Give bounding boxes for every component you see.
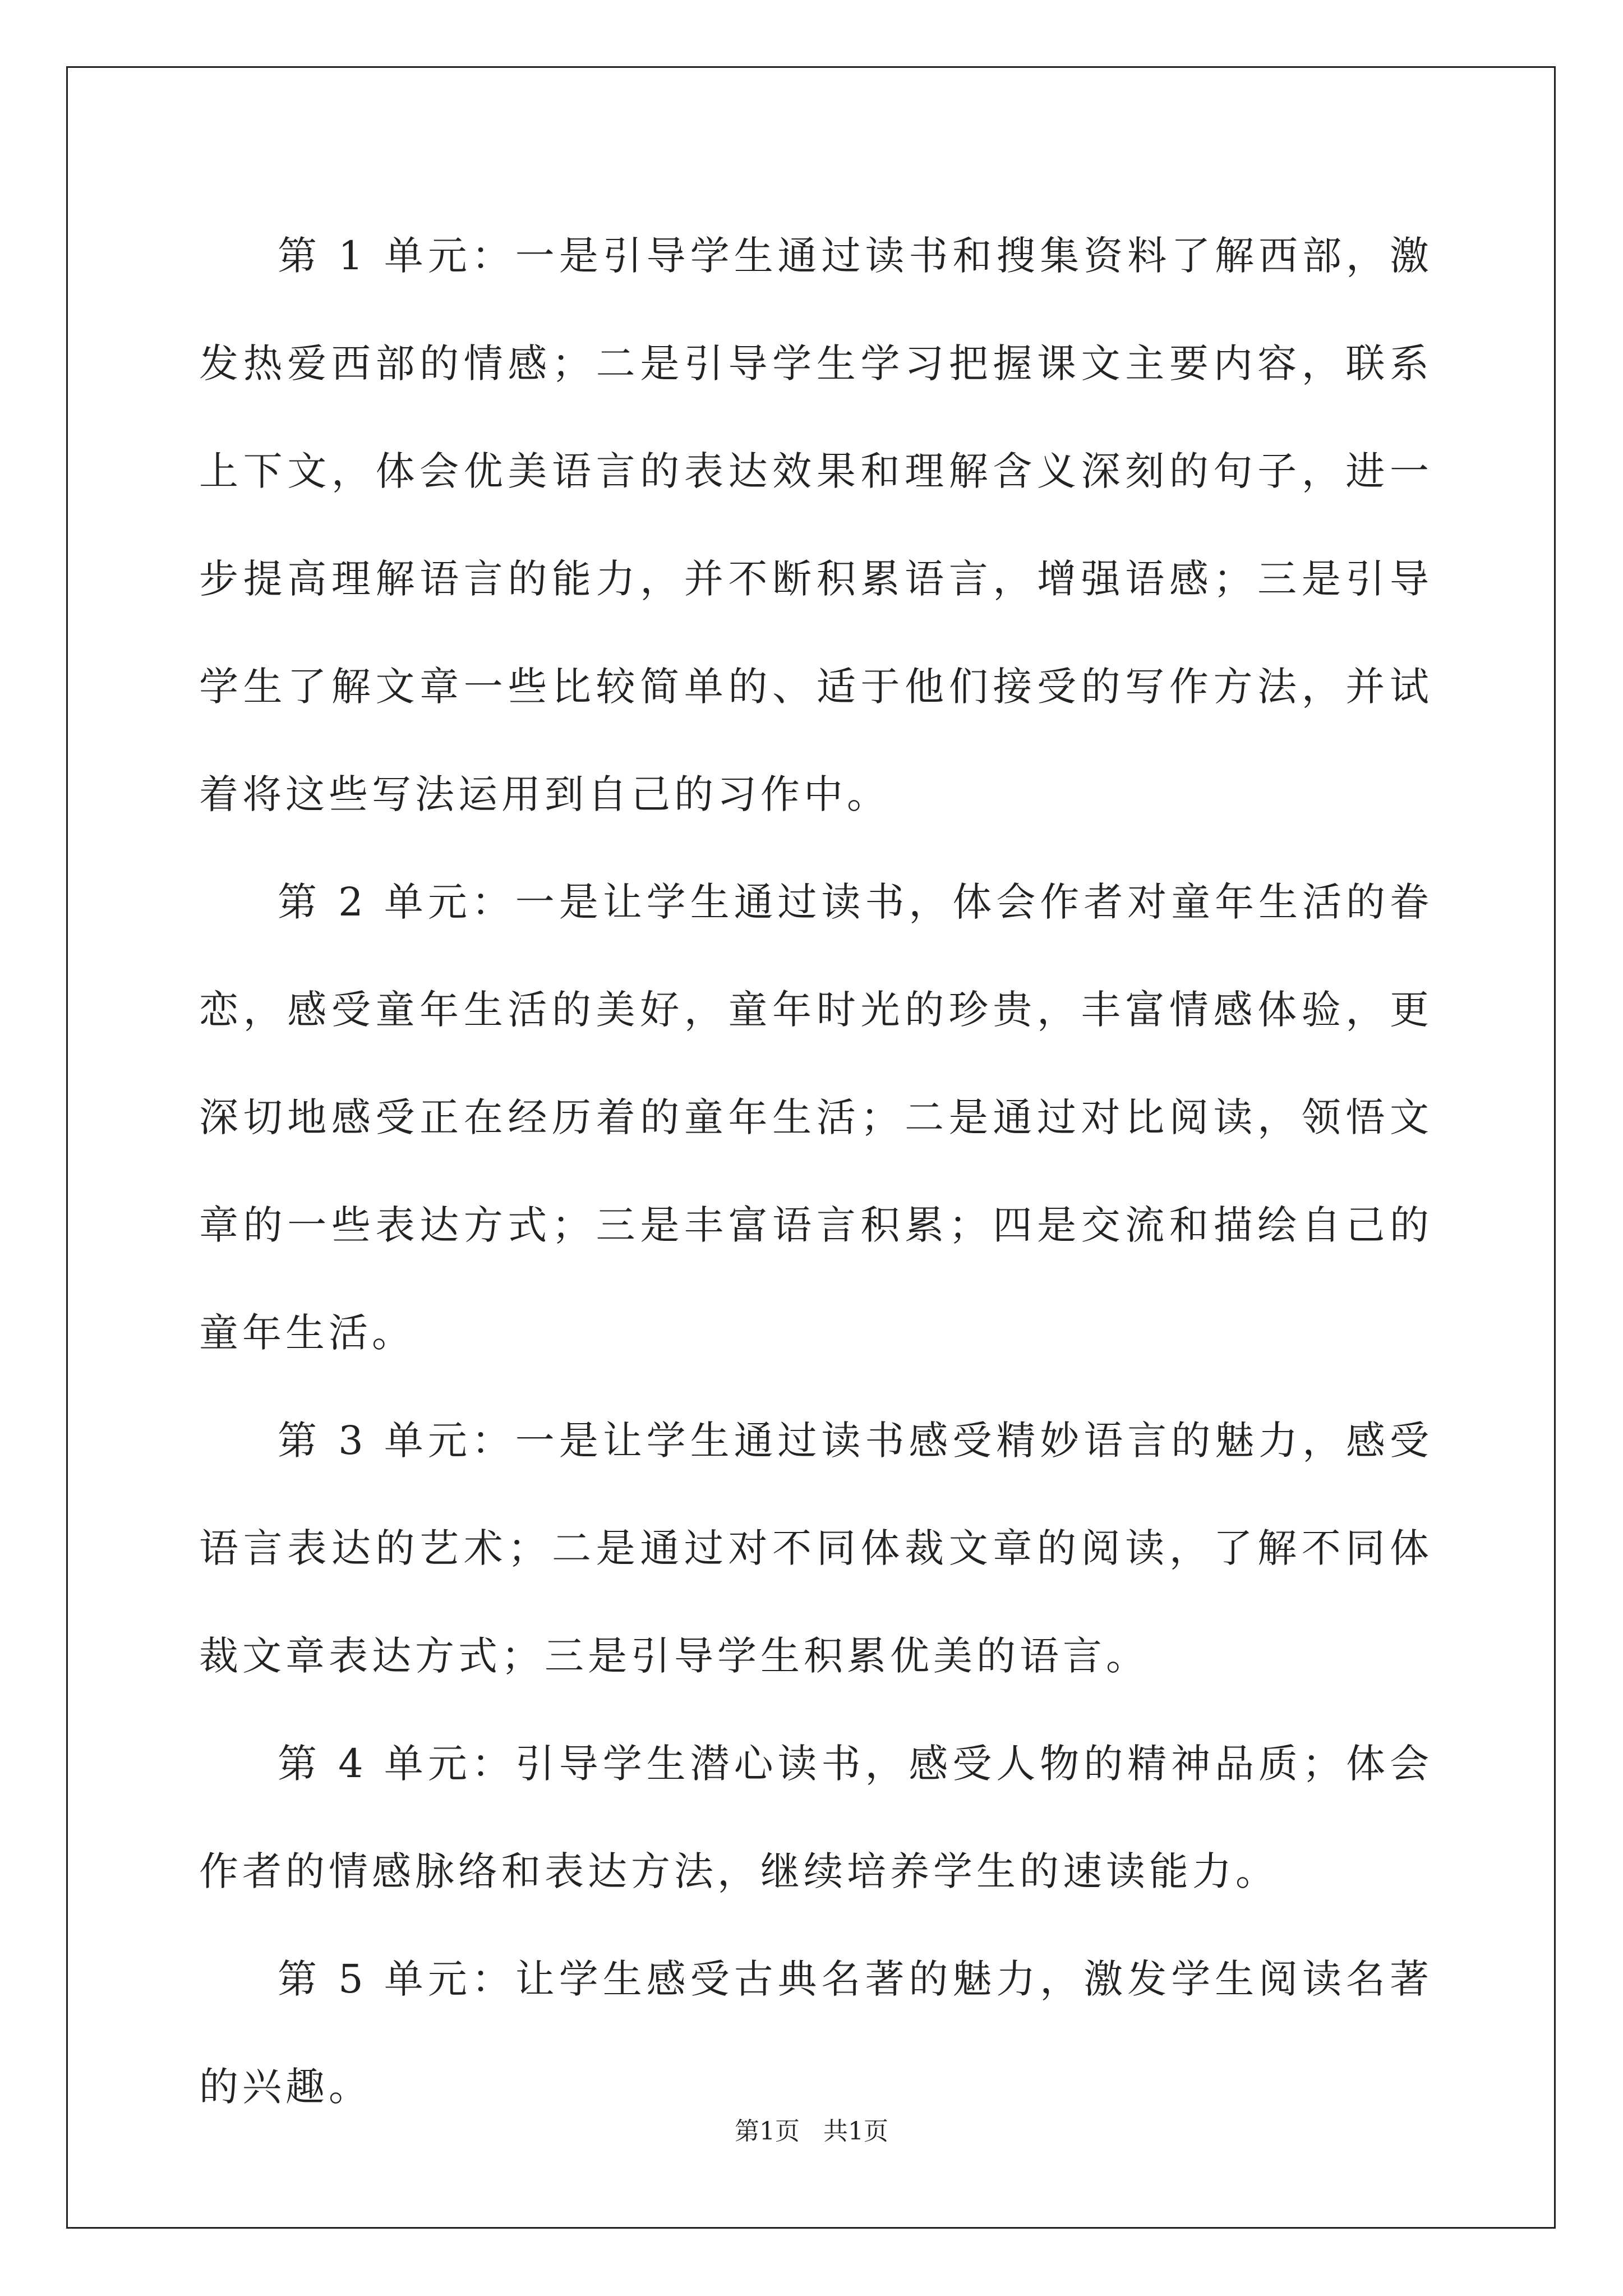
paragraph-unit-4: 第 4 单元：引导学生潜心读书，感受人物的精神品质；体会作者的情感脉络和表达方法，继续培养学生的速读能力。 [199, 1741, 1433, 1894]
paragraph-unit-5: 第 5 单元：让学生感受古典名著的魅力，激发学生阅读名著的兴趣。 [199, 1956, 1433, 2110]
document-body [199, 202, 1433, 2141]
page-number-total: 共1页 [823, 2117, 888, 2146]
page-footer [0, 2115, 1623, 2148]
page-number-current: 第1页 [735, 2117, 800, 2146]
paragraph-unit-3: 第 3 单元：一是让学生通过读书感受精妙语言的魅力，感受语言表达的艺术；二是通过对不同体裁文章的阅读，了解不同体裁文章表达方式；三是引导学生积累优美的语言。 [199, 1418, 1433, 1679]
paragraph-unit-2: 第 2 单元：一是让学生通过读书，体会作者对童年生活的眷恋，感受童年生活的美好，童年时光的珍贵，丰富情感体验，更深切地感受正在经历着的童年生活；二是通过对比阅读，领悟文章的一些表达方式；三是丰富语言积累；四是交流和描绘自己的童年生活。 [199, 879, 1433, 1356]
paragraph-unit-1: 第 1 单元：一是引导学生通过读书和搜集资料了解西部，激发热爱西部的情感；二是引导学生学习把握课文主要内容，联系上下文，体会优美语言的表达效果和理解含义深刻的句子，进一步提高理解语言的能力，并不断积累语言，增强语感；三是引导学生了解文章一些比较简单的、适于他们接受的写作方法，并试着将这些写法运用到自己的习作中。 [199, 233, 1433, 817]
